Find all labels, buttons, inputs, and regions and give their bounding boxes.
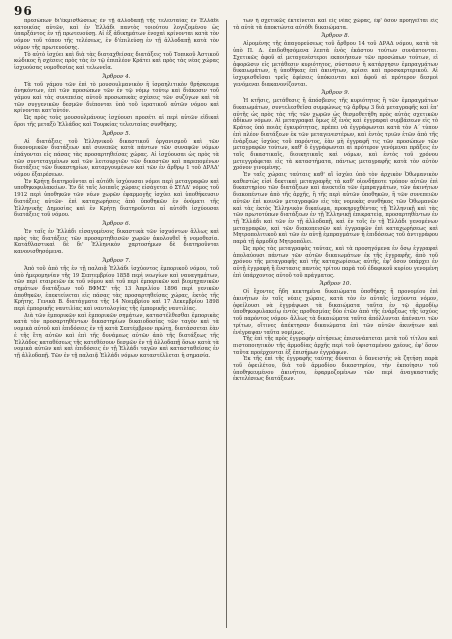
paragraph: Διὰ τῶν ἐμπορικῶν καὶ ἐμπορικῶν σημάτων, καταστέλθεσθαι ἐμπορικὰς κατὰ τὸν προσαρτηθέντων δικαστηρίων δικαιοδοσίας τῶν ταγὸν καὶ τὰ νομικὰ αὐτοῦ καὶ ἐπιδόσεις ἐν τῇ κατὰ Σεπτέμβριον πρώτῃ, διατάσσεται ἐὰν ἑ τῆς ἔτη αὐτῶν καὶ ἐπὶ τῆς δυνάμεως αὐτῶν ἀπὸ τῆς διατάξεως τῆς Ἑλλάδος καταθέσεως τῆς κατεθέσουν δεσμῶν ἐν τῇ ἀλλοδαπῇ ὅσων κατὰ τὰ νομικὰ αὐτῶν καὶ καὶ ἐπιδόσεις ἐν τῇ Ἑλλάδι ταγῶν καὶ κατασταθείσας ἐν τῇ ἀλλοδαπῇ. Τῶν ἐν τῇ παλαιᾷ Ἑλλάδι νόμων καταστέλλεται ἡ σημασία. [14,312,219,359]
paragraph: Οἱ ἔχοντες ἤδη κεκτημένα δικαιώματα ὑποθήκης ἢ προνομίου ἐπὶ ἀκινήτων ἐν ταῖς νέαις χώραις, κατὰ τὸν ἐν αὐταῖς ἰσχύοντα νόμον, ὀφείλουσι νὰ ἐγγράψωσι τὰ δικαιώματα ταῦτα ἐν τῷ ἀρμοδίῳ ὑποθηκοφυλακείῳ ἐντὸς προθεσμίας δύο ἐτῶν ἀπὸ τῆς ἐνάρξεως τῆς ἰσχύος τοῦ παρόντος νόμου· ἄλλως τὰ δικαιώματα ταῦτα ἀπόλλυνται ἀπέναντι τῶν τρίτων, οἵτινες ἀπέκτησαν δικαιώματα ἐπὶ τῶν αὐτῶν ἀκινήτων καὶ ἐνέγραψαν ταῦτα νομίμως. [233,289,438,336]
page-number: 96 [14,4,33,18]
article-heading: Ἄρθρον 10. [319,281,352,288]
article-heading: Ἄρθρον 4. [102,73,131,80]
left-column [14,18,219,630]
right-column [233,18,438,630]
article-heading: Ἄρθρον 7. [102,257,131,264]
paragraph: Ἐκ τῆς ἐπὶ τῆς ἐγγραφῆς ταύτης δύναται ὁ δανειστὴς νὰ ζητήσῃ παρὰ τοῦ ὀφειλέτου, διὰ τοῦ ἀρμοδίου δικαστηρίου, τὴν ἐκποίησιν τοῦ ὑποθηκευμένου ἀκινήτου, ἐφαρμοζομένων τῶν περὶ ἀναγκαστικῆς ἐκτελέσεως διατάξεων. [233,356,438,383]
article-heading: Ἄρθρον 8. [321,33,350,40]
paragraph: Αἱρομένης τῆς ἀπαγορεύσεως τοῦ ἄρθρου 14 τοῦ ΔΡΑΔ νόμου, κατὰ τὰ ὑπὸ Π. Δ. ἐπιδοθησόμενα λεπτὰ ἐνὸς ἑκάστου τούτων συνάπτονται. Σχετικῶς ἀφοῦ αἱ μεταγενέστεροι εκποιήσεων τῶν προσώπων τούτων, εἰ ἀφορῶσιν εἰς μετάθεσιν κυριότητος, σύστασιν ἢ κατάργησιν ἐμπραγμάτων δικαιωμάτων, ἡ ὑποθήκας ἐπὶ ἀκινήτων, κρίσει καὶ προσκαρτερικοῦ. Αἱ ἰσχυρισθεῖσαι τρεῖς ἐφέσεις ὑπόκεινται καὶ ἀφοῦ αἱ πρότερον δεσμοὶ γενόμεναι διακανονίζονται. [233,41,438,88]
paragraph: Ὡς πρὸς τὰς μεταγραφὰς ταύτας, καὶ τὰ προσηγόμενα ἐν ὅσῳ ἐγγραφαὶ ἀπολαύουσι πάντων τῶν αὐτῶν δικαιωμάτων ἐκ τῆς ἐγγραφῆς, ἀπὸ τοῦ χρόνου τῆς μεταγραφῆς καὶ τῆς καταχωρίσεως αὐτῆς, ἐφ' ὅσον ὑπάρχει ἐν αὐτῇ ἐγγραφὴ ἢ ἔνστασις παντὸς τρίτου παρὰ τοῦ ἐδαφικοῦ κυρίου γενομένη ἐπὶ ὑπάρχοντος αὐτοῦ τοῦ πράγματος. [233,245,438,279]
paragraph: Ἀπὸ τοῦ ἀπὸ τῆς ἐν τῇ παλαιᾷ Ἑλλάδι ἰσχύοντος ἐμπορικοῦ νόμου, τοῦ ὑπὸ ἡμερομηνίαν τῆς 19 Σεπτεμβρίου 1858 περὶ νεωγίων καὶ ναυαγημάτων, τῶν περὶ εταιρειῶν ἐκ τοῦ νόμου καὶ τοῦ περὶ ἐμπορικῶν καὶ βιομηχανικῶν σημάτων διατάξεων τοῦ ΒΦΜΣ' τῆς 13 Ἀπριλίου 1896 περὶ γενικῶν ἀποθηκῶν, ἐπεκτείνεται εἰς πάσας τὰς προσαρτηθείσας χώρας, ἐκτὸς τῆς Κρήτης. Γενικὰ Β. διατάγματα τῆς 14 Νοεμβρίου καὶ 17 Δεκεμβρίου 1898 περὶ ἐμπορικῆς ναυτιλίας καὶ ναυτολογίας τῆς ἐμπορικῆς ναυτιλίας. [14,265,219,313]
column-divider [226,20,227,628]
paragraph: Ἐν ταῖς χώραις ταύταις καθ' αἳ ἰσχύει ὑπὸ τὸν ἀρχικὸν Ὀθωμανικὸν καθεστὼς εἰσὶ δεκτικαὶ μεταγραφῆς τὰ καθ' οἱονδήποτε τρόπον αὐτῶν ἐπὶ δικαστηρίου τῶν διατάξεων καὶ ἀνεκτεῖα τῶν ἐμπραγμάτων, τῶν ἀκινήτων διακοπέντων ἀπὸ τῆς ἀρχῆς, ἢ τῆς περὶ αὐτῶν ὑποθηκῶν, ἢ τῶν συνεπειῶν αὐτῶν ἐπὶ κοινῶν μεταγραφῶν εἰς τὰς νομικὰς συνθήκας τῶν Ὀθωμανῶν καὶ τὰς ἐκτὸς Ἑλληνικὸν δικαίωμα, προκηρυχθέντας τῇ Ἑλληνικῇ καὶ τὰς τῶν πρωτοτύπων διατάξεων ἐν τῇ Ἑλληνικῇ ἐπικρατείᾳ, προσαρτηθέντων ἐν τῇ Ἑλλάδι καὶ τῶν ἐν τῇ ἀλλοδαπῇ, καὶ ἐν τοῖς ἐν τῇ Ἑλλάδι γενομένων μεταγραφῶν, καὶ τῶν διακοπεισῶν καὶ ἐγγραφῶν ἐπὶ καταχωρήσεως καὶ Μητροπολιτικοῦ καὶ τῶν ἐν αὐτῇ ἐμπραγμάτων ἢ ἐπιδόσεως τοῦ ἀντιγράφου παρὰ τῇ ἀρμοδίᾳ Μητροπόλει. [233,172,438,246]
paragraph: Ὡς πρὸς τοὺς μουσουλμάνους ἰσχύουσι προσέτι αἱ περὶ αὐτῶν εἰδικαὶ ὅροι τῆς μεταξὺ Ἑλλάδος καὶ Τουρκίας τελευταίας συνθήκης. [14,115,219,128]
paragraph: πρεσώπων δι'ἐκμισθώσεως ἐν τῇ ἀλλοδαπῇ τῆς τελευταίας ἐν Ἑλλάδι κατοικίας αὐτῶν, καὶ ἐν Ἑλλάδι παντὸς τοιούτου λογιζομένου ὡς ὑπαρξάντος ἐν τῇ πρωτευούσῃ. Αἱ ἐξ ἀδικημάτων ἐνοχαὶ κρίνονται κατὰ τὸν νόμον τοῦ τόπου τῆς τελέσεως, ἐν δ'ἐπιλεύσῃ ἐν τῇ ἀλλοδαπῇ κατὰ τὸν νόμον τῆς πρωτευούσης. [14,18,219,51]
article-heading: Ἄρθρον 6. [102,220,131,227]
paragraph: Τὰ τοῦ γάμου τῶν ἐπὶ τὸ μουσουλμανικὸν ἢ ἰσραηλιτικὸν θρήσκευμα ἀνηκόντων, ἐπὶ τῶν προσώπων τῶν ἐν τῷ νόμῳ τούτῳ καὶ διάκοσιν τοῦ γάμου καὶ τὰς συνεπείας αὐτοῦ προσωπικὰς σχέσεις τῶν συζύγων καὶ τὰ τῶν συγγενικῶν δεσμῶν διέπονται ὑπὸ τοῦ ἰερατικοῦ αὐτῶν νόμου καὶ κρίνονται κατ'αὐτόν. [14,81,219,115]
paragraph: Τὸ αὐτὸ ἰσχύει καὶ διὰ τὰς διαταχθείσας διατάξεις τοῦ Τοπικοῦ Ἀστικοῦ κώδικος ἢ σχέσεις πρὸς τὰς ἐν τῷ ἐπιπλέον Κράτει καὶ πρὸς τὰς νέας χώρας ἰσχυούσας νομοθεσίας καὶ τελωνεῖα. [14,51,219,71]
paragraph: Ἐν ταῖς ἐν Ἑλλάδι εἰσαγομένοις δικαστικὰ τῶν ἰσχυόντων ἄλλως καὶ πρὸς τὰς διατάξεις τῶν προσαρτηθεισῶν χωρῶν ἀκολουθεῖ ἡ νομοθεσία. Κατάθλαστικαὶ δὲ δι' Ἑλληνικὸν χαρτοσήμων δὲ διατηροῦνται κανονισθησόμενα. [14,228,219,256]
paragraph: Τῆς ἐπὶ τῆς πρὸς ἐγγραφὴν αἰτήσεως ἐπισυνάπτεται μετὰ τοῦ τίτλου καὶ πιστοποιητικὸν τῆς ἀρμοδίας ἀρχῆς περὶ τοῦ ὑφισταμένου χρέους, ἐφ' ὅσον ταῦτα προέρχονται ἐξ ἐπισήμων ἐγγράφων. [233,336,438,356]
paragraph: Ἐν Κρήτῃ διατηροῦνται αἱ αὐτόθι ἰσχύουσαι νόμοι περὶ μεταγραφῶν καὶ υποθηκοφυλακείων. Ἐν δὲ ταῖς λοιπαῖς χώραις εἰσάγεται ὁ ΣΥΛΔ' νόμος τοῦ 1912 περὶ ὑποθηκῶν τῶν νέων χωρῶν ἐφαρμογῆς ἰσχύει καὶ ὑποθήκευσιν διατάξεις αὐτῶν· ἐπὶ καταχωρήσεις ἀπὸ ὑποθηκῶν ἐν ὀνόματι τῆς Ἑλληνικῆς Δημοσίας καὶ ἐν Κρήτῃ διατηροῦνται αἱ αὐτόθι ἰσχύουσαι διατάξεις τοῦ νόμου. [14,178,219,219]
article-heading: Ἄρθρον 5. [102,130,131,137]
paragraph: Αἱ διατάξεις τοῦ Ἑλληνικοῦ δικαστικοῦ ὀργανισμοῦ καὶ τῶν δικονομικῶν διατάξεων καὶ συνεπῶς κατὰ πάντων τῶν συναφῶν νόμων ἐπάγονται εἰς πάσας τὰς προσαρτηθείσας χώρας. Αἱ ἰσχύουσαι ὡς πρὸς τὰ τῶν συντεταγμένων καὶ τῶν λειτουργιῶν τῶν δικαστῶν καὶ παρεπομένων διατάξεις τῶν δικαστηρίων, καταργουμένων καὶ τῶν ἐν ἄρθρῳ 1 τοῦ ΔΡΛΔ' νόμου ἐξαιρέσεων. [14,138,219,179]
article-heading: Ἄρθρον 9. [321,90,350,97]
paragraph: των ἢ σχετικῶς ἐκτείνεται καὶ εἰς νέας χώρας, ἐφ' ὅσον προηγεῖται εἰς τὰ αὐτὰ τὰ ἀποκτώντα αὐτόθι δικαιώματα. [233,18,438,31]
paragraph: Ἡ κτῆσις, μετάθεσις ἢ ἀπόσβεσις τῆς κυριότητος ἢ τῶν ἐμπραγμάτων δικαιωμάτων, συντελεσθεῖσα συμφώνως τῷ ἄρθρῳ 3 διὰ μεταγραφῆς καὶ ἐπ' αὐτῆς ὡς πρὸς τὰς τῆς τῶν χωρῶν ὡς θεσμοθετήθη πρὸς αὐτὰς σχετικῶν ἀδίκων νόμων. Αἱ μεταγραφαὶ ὅμως ἐξ ἑνὸς καὶ ἐγγραφαὶ συμβάσεων εἰς τὸ Κράτος ὑπὸ ποιὰς ἐγκυρότητας, πρέπει νὰ ἐγγράφωνται κατὰ τὸν Α΄ τύπον ἐπὶ πλέον διατάξεων ἐκ τῶν μεταγενεστέρων, καὶ ἐντὸς τριῶν ἐτῶν ἀπὸ τῆς ἐνάρξεως ἰσχύος τοῦ παρόντος, ἐὰν μὴ ἐγγραφῆ τις τῶν προσώπων τῶν μεταγραφῶν τούτων, καθ' ὃ ἐγγράφωνται αἱ πρότερον γενόμεναι πρᾶξεις ἐν ταῖς δικαστικαῖς, διοικητικαῖς καὶ νόμων, καὶ ἐντὸς τοῦ χρόνου μετεγγράφεται εἰς τὰ καταστήματα, πάντως μεταγραφῆς κατὰ τὸν αὐτὸν χρόνον γινομένης. [233,98,438,172]
